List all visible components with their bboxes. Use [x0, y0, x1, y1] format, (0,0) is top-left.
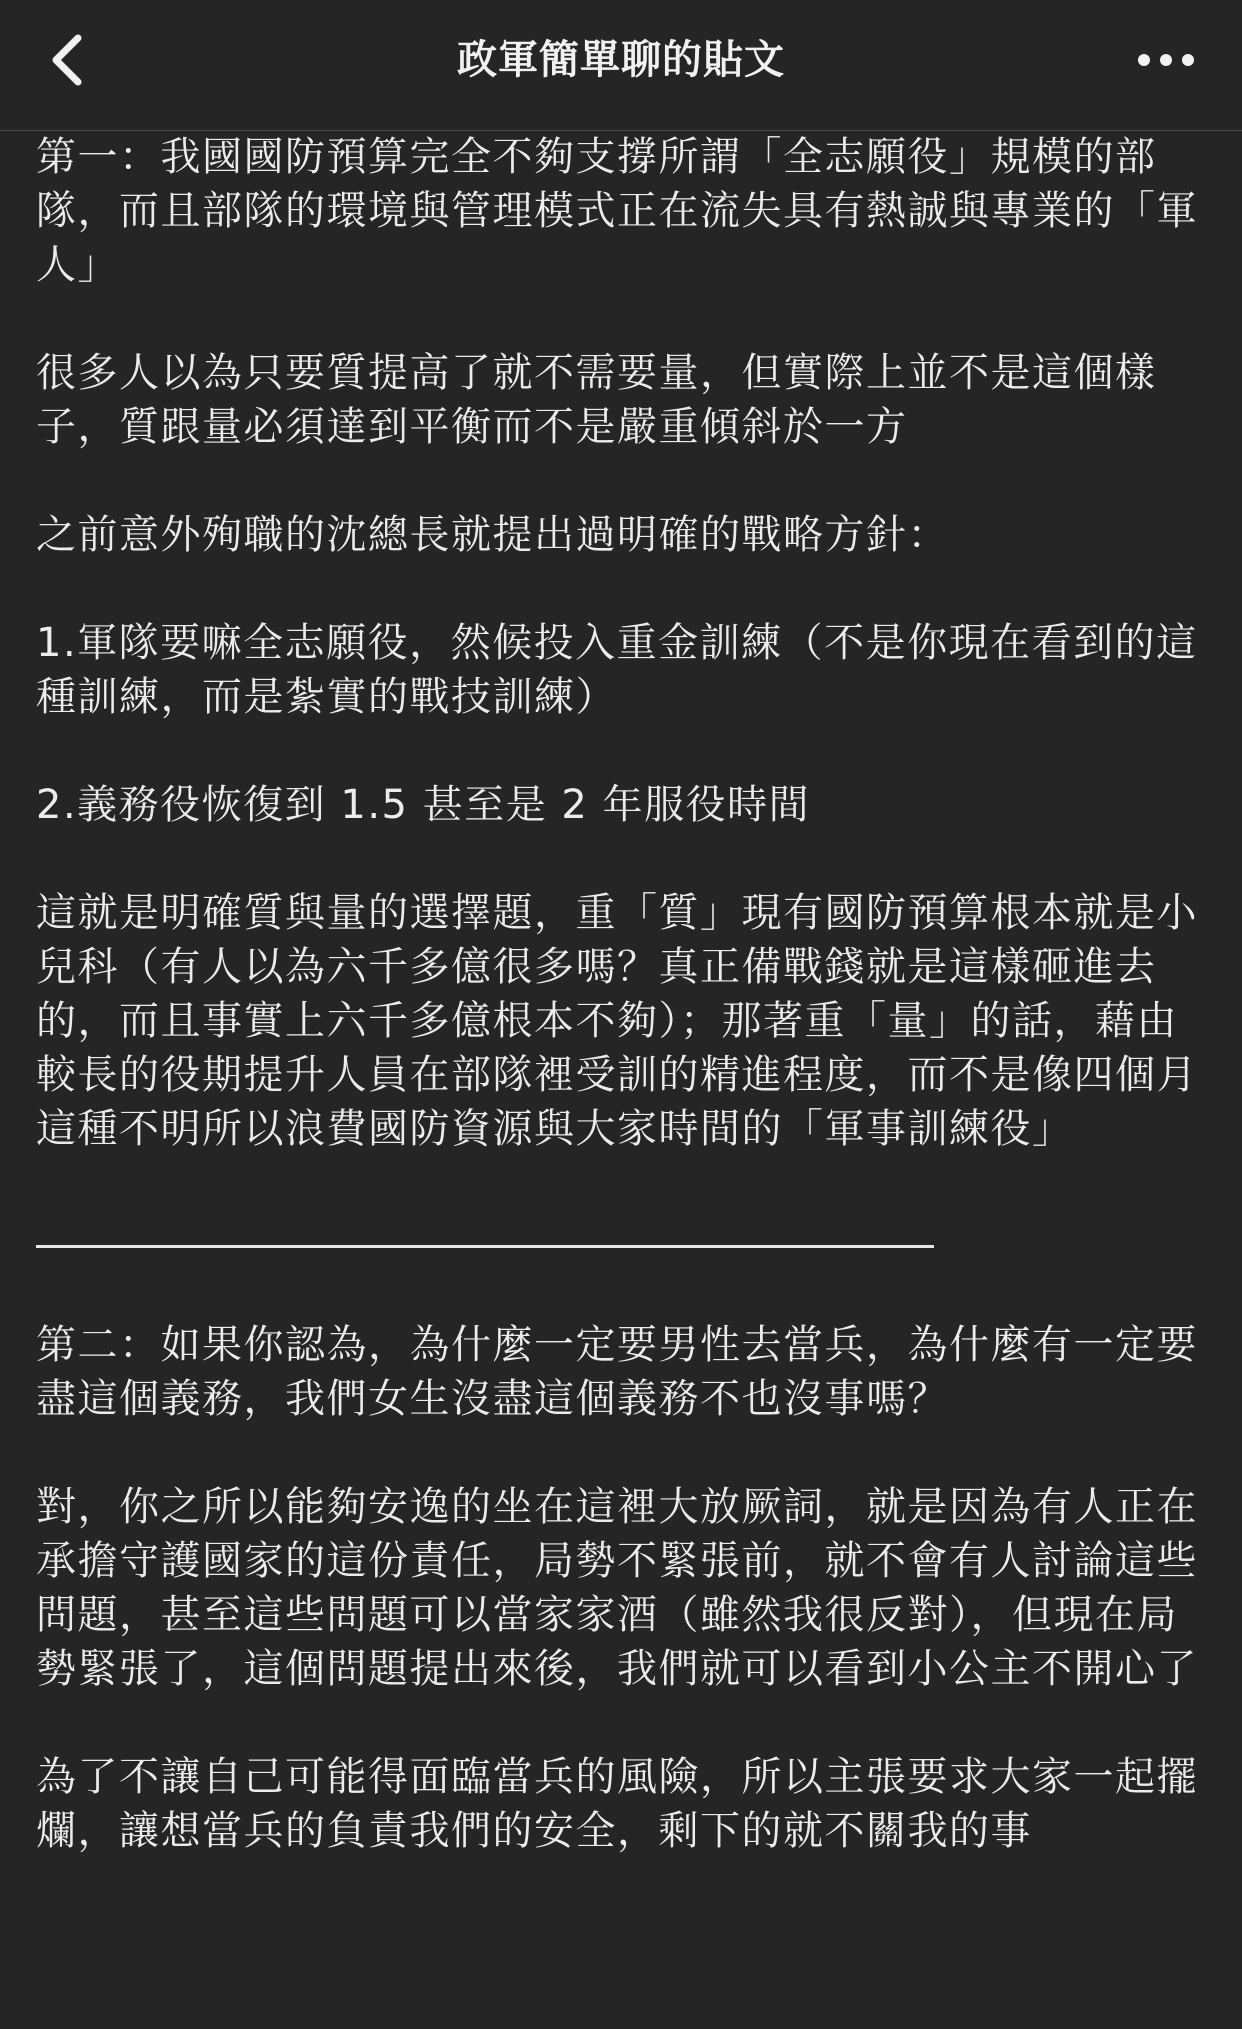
post-paragraph: 很多人以為只要質提高了就不需要量，但實際上並不是這個樣子，質跟量必須達到平衡而不是嚴重傾斜於一方 — [36, 350, 1157, 450]
paragraph-spacer — [36, 292, 1206, 346]
post-body — [36, 130, 1206, 1858]
post-paragraph: 之前意外殉職的沈總長就提出過明確的戰略方針： — [36, 512, 949, 558]
post-paragraph: 對，你之所以能夠安逸的坐在這裡大放厥詞，就是因為有人正在承擔守護國家的這份責任，局勢不緊張前，就不會有人討論這些問題，甚至這些問題可以當家家酒（雖然我很反對），但現在局勢緊張了，這個問題提出來後，我們就可以看到小公主不開心了 — [36, 1484, 1198, 1692]
paragraph-spacer — [36, 562, 1206, 616]
post-paragraph: 為了不讓自己可能得面臨當兵的風險，所以主張要求大家一起擺爛，讓想當兵的負責我們的安全，剩下的就不關我的事 — [36, 1754, 1198, 1854]
post-paragraph: 這就是明確質與量的選擇題，重「質」現有國防預算根本就是小兒科（有人以為六千多億很多嗎？真正備戰錢就是這樣砸進去的，而且事實上六千多億根本不夠）；那著重「量」的話，藉由較長的役期提升人員在部隊裡受訓的精進程度，而不是像四個月這種不明所以浪費國防資源與大家時間的「軍事訓練役」 — [36, 890, 1198, 1152]
paragraph-spacer — [36, 454, 1206, 508]
post-paragraph: 第二：如果你認為，為什麼一定要男性去當兵，為什麼有一定要盡這個義務，我們女生沒盡這個義務不也沒事嗎？ — [36, 1322, 1198, 1422]
more-horizontal-icon — [1130, 38, 1202, 82]
paragraph-spacer — [36, 1696, 1206, 1750]
divider-rule — [36, 1245, 934, 1248]
top-nav-bar — [0, 0, 1242, 131]
paragraph-spacer — [36, 1264, 1206, 1318]
paragraph-spacer — [36, 724, 1206, 778]
paragraph-spacer — [36, 1426, 1206, 1480]
page-title: 政軍簡單聊的貼文 — [457, 37, 785, 83]
more-options-button[interactable] — [1130, 38, 1202, 82]
post-paragraph: 第一：我國國防預算完全不夠支撐所謂「全志願役」規模的部隊，而且部隊的環境與管理模式正在流失具有熱誠與專業的「軍人」 — [36, 134, 1198, 288]
paragraph-spacer — [36, 1156, 1206, 1210]
post-paragraph: 2.義務役恢復到 1.5 甚至是 2 年服役時間 — [36, 782, 811, 828]
section-divider — [36, 1210, 1206, 1264]
paragraph-spacer — [36, 832, 1206, 886]
post-paragraph: 1.軍隊要嘛全志願役，然候投入重金訓練（不是你現在看到的這種訓練，而是紮實的戰技訓練） — [36, 620, 1198, 720]
